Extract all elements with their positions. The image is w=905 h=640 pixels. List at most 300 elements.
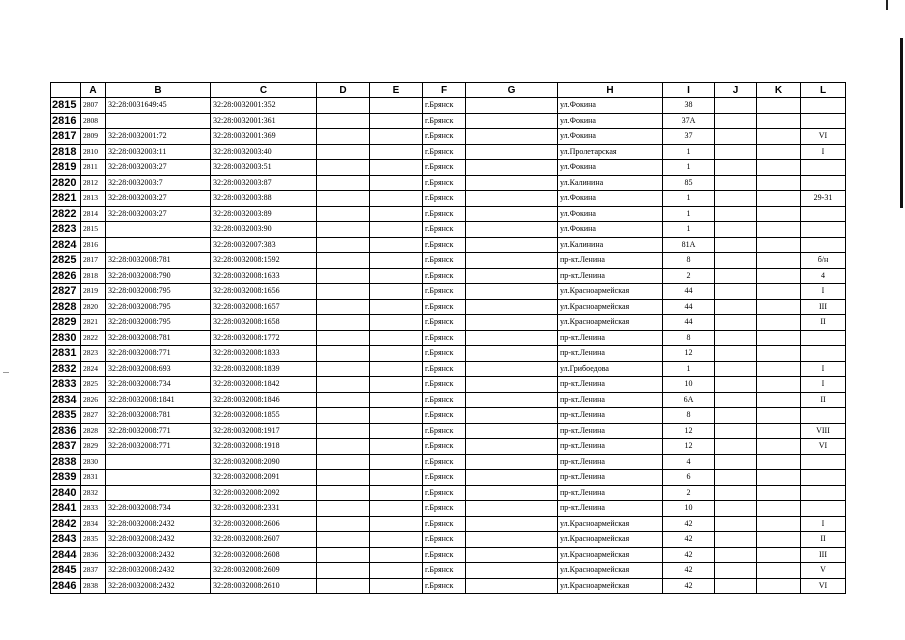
cell-b[interactable]: 32:28:0031649:45 [106,98,211,114]
cell-a[interactable]: 2822 [81,330,106,346]
cell-a[interactable]: 2828 [81,423,106,439]
cell-g[interactable] [466,129,558,145]
cell-f[interactable]: г.Брянск [423,299,466,315]
row-number-cell[interactable]: 2820 [51,175,81,191]
cell-g[interactable] [466,206,558,222]
cell-b[interactable]: 32:28:0032008:2432 [106,532,211,548]
cell-i[interactable]: 8 [663,253,715,269]
row-number-cell[interactable]: 2815 [51,98,81,114]
cell-j[interactable] [715,299,757,315]
cell-g[interactable] [466,98,558,114]
cell-k[interactable] [757,222,801,238]
cell-e[interactable] [370,392,423,408]
cell-i[interactable]: 44 [663,315,715,331]
cell-l[interactable]: VI [801,578,846,594]
cell-g[interactable] [466,237,558,253]
cell-l[interactable] [801,346,846,362]
cell-a[interactable]: 2835 [81,532,106,548]
cell-e[interactable] [370,284,423,300]
cell-g[interactable] [466,408,558,424]
cell-j[interactable] [715,206,757,222]
cell-k[interactable] [757,253,801,269]
cell-g[interactable] [466,563,558,579]
cell-j[interactable] [715,454,757,470]
cell-e[interactable] [370,454,423,470]
cell-f[interactable]: г.Брянск [423,253,466,269]
cell-e[interactable] [370,470,423,486]
cell-f[interactable]: г.Брянск [423,237,466,253]
cell-b[interactable] [106,113,211,129]
cell-h[interactable]: ул.Красноармейская [558,532,663,548]
cell-a[interactable]: 2807 [81,98,106,114]
cell-c[interactable]: 32:28:0032008:1592 [211,253,317,269]
cell-j[interactable] [715,175,757,191]
cell-j[interactable] [715,237,757,253]
cell-f[interactable]: г.Брянск [423,268,466,284]
cell-e[interactable] [370,346,423,362]
cell-f[interactable]: г.Брянск [423,98,466,114]
cell-d[interactable] [317,175,370,191]
cell-d[interactable] [317,563,370,579]
cell-b[interactable]: 32:28:0032008:771 [106,423,211,439]
cell-b[interactable]: 32:28:0032003:27 [106,191,211,207]
cell-j[interactable] [715,284,757,300]
row-number-cell[interactable]: 2838 [51,454,81,470]
cell-e[interactable] [370,299,423,315]
cell-l[interactable]: I [801,284,846,300]
cell-a[interactable]: 2827 [81,408,106,424]
cell-k[interactable] [757,423,801,439]
cell-l[interactable]: б/н [801,253,846,269]
cell-i[interactable]: 1 [663,222,715,238]
cell-h[interactable]: пр-кт.Ленина [558,470,663,486]
row-number-cell[interactable]: 2845 [51,563,81,579]
cell-i[interactable]: 81А [663,237,715,253]
cell-k[interactable] [757,408,801,424]
cell-k[interactable] [757,563,801,579]
cell-j[interactable] [715,532,757,548]
row-number-cell[interactable]: 2816 [51,113,81,129]
cell-a[interactable]: 2832 [81,485,106,501]
column-header-d[interactable]: D [317,83,370,98]
cell-g[interactable] [466,253,558,269]
cell-k[interactable] [757,516,801,532]
cell-c[interactable]: 32:28:0032003:88 [211,191,317,207]
cell-k[interactable] [757,454,801,470]
cell-h[interactable]: ул.Красноармейская [558,578,663,594]
cell-i[interactable]: 42 [663,547,715,563]
cell-j[interactable] [715,268,757,284]
cell-i[interactable]: 42 [663,563,715,579]
cell-g[interactable] [466,423,558,439]
cell-j[interactable] [715,470,757,486]
cell-c[interactable]: 32:28:0032008:2606 [211,516,317,532]
cell-b[interactable] [106,485,211,501]
cell-f[interactable]: г.Брянск [423,408,466,424]
cell-c[interactable]: 32:28:0032008:1656 [211,284,317,300]
cell-b[interactable]: 32:28:0032008:2432 [106,516,211,532]
cell-d[interactable] [317,470,370,486]
cell-e[interactable] [370,532,423,548]
cell-g[interactable] [466,361,558,377]
cell-l[interactable]: 4 [801,268,846,284]
cell-c[interactable]: 32:28:0032008:2091 [211,470,317,486]
cell-c[interactable]: 32:28:0032008:2608 [211,547,317,563]
row-number-cell[interactable]: 2830 [51,330,81,346]
cell-i[interactable]: 4 [663,454,715,470]
cell-l[interactable] [801,470,846,486]
cell-b[interactable]: 32:28:0032008:2432 [106,547,211,563]
cell-j[interactable] [715,315,757,331]
column-header-i[interactable]: I [663,83,715,98]
cell-k[interactable] [757,129,801,145]
cell-b[interactable]: 32:28:0032008:1841 [106,392,211,408]
row-number-cell[interactable]: 2836 [51,423,81,439]
cell-f[interactable]: г.Брянск [423,547,466,563]
cell-e[interactable] [370,268,423,284]
cell-k[interactable] [757,578,801,594]
cell-h[interactable]: ул.Красноармейская [558,516,663,532]
cell-e[interactable] [370,253,423,269]
cell-i[interactable]: 2 [663,268,715,284]
cell-e[interactable] [370,129,423,145]
row-number-cell[interactable]: 2840 [51,485,81,501]
cell-h[interactable]: пр-кт.Ленина [558,454,663,470]
cell-l[interactable]: I [801,377,846,393]
cell-d[interactable] [317,547,370,563]
cell-e[interactable] [370,98,423,114]
cell-a[interactable]: 2830 [81,454,106,470]
cell-a[interactable]: 2833 [81,501,106,517]
cell-k[interactable] [757,268,801,284]
cell-a[interactable]: 2810 [81,144,106,160]
cell-i[interactable]: 1 [663,144,715,160]
cell-c[interactable]: 32:28:0032008:1633 [211,268,317,284]
cell-j[interactable] [715,144,757,160]
cell-i[interactable]: 6А [663,392,715,408]
cell-e[interactable] [370,501,423,517]
cell-i[interactable]: 44 [663,299,715,315]
cell-a[interactable]: 2836 [81,547,106,563]
cell-a[interactable]: 2823 [81,346,106,362]
cell-f[interactable]: г.Брянск [423,516,466,532]
cell-j[interactable] [715,578,757,594]
column-header-b[interactable]: B [106,83,211,98]
cell-c[interactable]: 32:28:0032008:2610 [211,578,317,594]
cell-i[interactable]: 42 [663,516,715,532]
cell-j[interactable] [715,222,757,238]
cell-c[interactable]: 32:28:0032003:51 [211,160,317,176]
cell-a[interactable]: 2809 [81,129,106,145]
cell-l[interactable] [801,501,846,517]
row-number-cell[interactable]: 2846 [51,578,81,594]
cell-f[interactable]: г.Брянск [423,485,466,501]
cell-e[interactable] [370,485,423,501]
cell-l[interactable] [801,113,846,129]
cell-d[interactable] [317,268,370,284]
row-number-cell[interactable]: 2837 [51,439,81,455]
cell-h[interactable]: ул.Фокина [558,191,663,207]
cell-l[interactable]: I [801,516,846,532]
cell-c[interactable]: 32:28:0032003:40 [211,144,317,160]
cell-k[interactable] [757,113,801,129]
cell-i[interactable]: 1 [663,160,715,176]
cell-b[interactable]: 32:28:0032008:795 [106,284,211,300]
cell-g[interactable] [466,532,558,548]
cell-d[interactable] [317,222,370,238]
cell-f[interactable]: г.Брянск [423,578,466,594]
cell-l[interactable] [801,206,846,222]
cell-e[interactable] [370,408,423,424]
cell-k[interactable] [757,485,801,501]
cell-e[interactable] [370,547,423,563]
cell-j[interactable] [715,253,757,269]
cell-b[interactable]: 32:28:0032008:771 [106,439,211,455]
cell-g[interactable] [466,392,558,408]
cell-k[interactable] [757,175,801,191]
cell-b[interactable]: 32:28:0032003:27 [106,160,211,176]
cell-k[interactable] [757,392,801,408]
cell-l[interactable] [801,330,846,346]
cell-c[interactable]: 32:28:0032001:352 [211,98,317,114]
cell-l[interactable] [801,454,846,470]
cell-i[interactable]: 37 [663,129,715,145]
cell-i[interactable]: 6 [663,470,715,486]
cell-k[interactable] [757,470,801,486]
cell-h[interactable]: пр-кт.Ленина [558,501,663,517]
cell-b[interactable]: 32:28:0032008:781 [106,253,211,269]
cell-f[interactable]: г.Брянск [423,175,466,191]
cell-e[interactable] [370,160,423,176]
cell-l[interactable]: VI [801,439,846,455]
column-header-e[interactable]: E [370,83,423,98]
row-number-cell[interactable]: 2824 [51,237,81,253]
cell-h[interactable]: ул.Пролетарская [558,144,663,160]
row-number-cell[interactable]: 2835 [51,408,81,424]
cell-i[interactable]: 8 [663,330,715,346]
cell-c[interactable]: 32:28:0032008:1833 [211,346,317,362]
cell-l[interactable] [801,222,846,238]
cell-k[interactable] [757,284,801,300]
cell-d[interactable] [317,98,370,114]
cell-d[interactable] [317,361,370,377]
cell-j[interactable] [715,563,757,579]
cell-e[interactable] [370,516,423,532]
cell-i[interactable]: 8 [663,408,715,424]
cell-e[interactable] [370,175,423,191]
cell-h[interactable]: пр-кт.Ленина [558,392,663,408]
cell-a[interactable]: 2817 [81,253,106,269]
column-header-j[interactable]: J [715,83,757,98]
cell-g[interactable] [466,439,558,455]
cell-d[interactable] [317,330,370,346]
cell-d[interactable] [317,299,370,315]
cell-d[interactable] [317,501,370,517]
row-number-cell[interactable]: 2831 [51,346,81,362]
cell-g[interactable] [466,578,558,594]
cell-b[interactable] [106,237,211,253]
column-header-g[interactable]: G [466,83,558,98]
row-number-cell[interactable]: 2833 [51,377,81,393]
cell-l[interactable]: III [801,299,846,315]
cell-d[interactable] [317,160,370,176]
cell-c[interactable]: 32:28:0032008:1917 [211,423,317,439]
cell-d[interactable] [317,237,370,253]
cell-f[interactable]: г.Брянск [423,206,466,222]
row-number-cell[interactable]: 2828 [51,299,81,315]
cell-k[interactable] [757,377,801,393]
cell-i[interactable]: 12 [663,439,715,455]
cell-a[interactable]: 2818 [81,268,106,284]
cell-b[interactable]: 32:28:0032008:771 [106,346,211,362]
cell-f[interactable]: г.Брянск [423,191,466,207]
column-header-c[interactable]: C [211,83,317,98]
cell-b[interactable]: 32:28:0032008:795 [106,299,211,315]
cell-k[interactable] [757,532,801,548]
cell-k[interactable] [757,160,801,176]
cell-i[interactable]: 1 [663,191,715,207]
cell-f[interactable]: г.Брянск [423,454,466,470]
cell-h[interactable]: пр-кт.Ленина [558,346,663,362]
cell-f[interactable]: г.Брянск [423,377,466,393]
cell-f[interactable]: г.Брянск [423,222,466,238]
cell-h[interactable]: ул.Фокина [558,113,663,129]
cell-h[interactable]: пр-кт.Ленина [558,377,663,393]
cell-h[interactable]: ул.Красноармейская [558,284,663,300]
corner-cell[interactable] [51,83,81,98]
row-number-cell[interactable]: 2839 [51,470,81,486]
cell-a[interactable]: 2816 [81,237,106,253]
cell-k[interactable] [757,501,801,517]
cell-i[interactable]: 85 [663,175,715,191]
cell-l[interactable] [801,175,846,191]
cell-g[interactable] [466,284,558,300]
cell-j[interactable] [715,485,757,501]
column-header-k[interactable]: K [757,83,801,98]
row-number-cell[interactable]: 2841 [51,501,81,517]
cell-j[interactable] [715,113,757,129]
cell-d[interactable] [317,408,370,424]
row-number-cell[interactable]: 2826 [51,268,81,284]
row-number-cell[interactable]: 2821 [51,191,81,207]
cell-h[interactable]: ул.Красноармейская [558,563,663,579]
cell-f[interactable]: г.Брянск [423,439,466,455]
cell-f[interactable]: г.Брянск [423,113,466,129]
cell-g[interactable] [466,175,558,191]
cell-c[interactable]: 32:28:0032003:87 [211,175,317,191]
cell-j[interactable] [715,408,757,424]
cell-d[interactable] [317,454,370,470]
cell-f[interactable]: г.Брянск [423,129,466,145]
row-number-cell[interactable]: 2818 [51,144,81,160]
cell-c[interactable]: 32:28:0032007:383 [211,237,317,253]
cell-k[interactable] [757,299,801,315]
cell-e[interactable] [370,315,423,331]
cell-l[interactable]: II [801,392,846,408]
cell-c[interactable]: 32:28:0032001:369 [211,129,317,145]
cell-i[interactable]: 42 [663,532,715,548]
cell-b[interactable]: 32:28:0032008:795 [106,315,211,331]
row-number-cell[interactable]: 2817 [51,129,81,145]
cell-h[interactable]: ул.Грибоедова [558,361,663,377]
cell-f[interactable]: г.Брянск [423,501,466,517]
cell-e[interactable] [370,144,423,160]
cell-l[interactable]: VIII [801,423,846,439]
row-number-cell[interactable]: 2843 [51,532,81,548]
cell-d[interactable] [317,253,370,269]
cell-g[interactable] [466,547,558,563]
cell-i[interactable]: 38 [663,98,715,114]
cell-a[interactable]: 2811 [81,160,106,176]
cell-d[interactable] [317,485,370,501]
cell-k[interactable] [757,206,801,222]
cell-k[interactable] [757,237,801,253]
cell-e[interactable] [370,206,423,222]
cell-j[interactable] [715,392,757,408]
cell-g[interactable] [466,113,558,129]
cell-j[interactable] [715,160,757,176]
cell-j[interactable] [715,501,757,517]
cell-j[interactable] [715,377,757,393]
cell-c[interactable]: 32:28:0032008:2607 [211,532,317,548]
cell-b[interactable]: 32:28:0032003:27 [106,206,211,222]
cell-k[interactable] [757,315,801,331]
cell-e[interactable] [370,563,423,579]
cell-e[interactable] [370,377,423,393]
cell-l[interactable]: VI [801,129,846,145]
cell-d[interactable] [317,423,370,439]
cell-e[interactable] [370,578,423,594]
cell-l[interactable]: II [801,532,846,548]
cell-g[interactable] [466,315,558,331]
cell-d[interactable] [317,516,370,532]
cell-l[interactable]: I [801,144,846,160]
cell-b[interactable]: 32:28:0032008:734 [106,377,211,393]
cell-a[interactable]: 2831 [81,470,106,486]
cell-d[interactable] [317,113,370,129]
cell-j[interactable] [715,361,757,377]
cell-a[interactable]: 2838 [81,578,106,594]
cell-b[interactable]: 32:28:0032008:693 [106,361,211,377]
cell-c[interactable]: 32:28:0032008:1855 [211,408,317,424]
cell-d[interactable] [317,206,370,222]
cell-i[interactable]: 1 [663,361,715,377]
cell-g[interactable] [466,516,558,532]
cell-g[interactable] [466,377,558,393]
cell-f[interactable]: г.Брянск [423,144,466,160]
cell-f[interactable]: г.Брянск [423,160,466,176]
cell-i[interactable]: 10 [663,501,715,517]
cell-j[interactable] [715,547,757,563]
cell-k[interactable] [757,361,801,377]
cell-a[interactable]: 2826 [81,392,106,408]
cell-c[interactable]: 32:28:0032008:1657 [211,299,317,315]
cell-c[interactable]: 32:28:0032008:1772 [211,330,317,346]
cell-h[interactable]: ул.Фокина [558,222,663,238]
cell-b[interactable]: 32:28:0032008:2432 [106,563,211,579]
cell-b[interactable]: 32:28:0032008:2432 [106,578,211,594]
cell-l[interactable] [801,485,846,501]
cell-k[interactable] [757,439,801,455]
cell-f[interactable]: г.Брянск [423,392,466,408]
cell-e[interactable] [370,113,423,129]
cell-j[interactable] [715,423,757,439]
cell-b[interactable] [106,470,211,486]
cell-i[interactable]: 12 [663,346,715,362]
cell-h[interactable]: пр-кт.Ленина [558,253,663,269]
cell-b[interactable] [106,222,211,238]
cell-k[interactable] [757,98,801,114]
